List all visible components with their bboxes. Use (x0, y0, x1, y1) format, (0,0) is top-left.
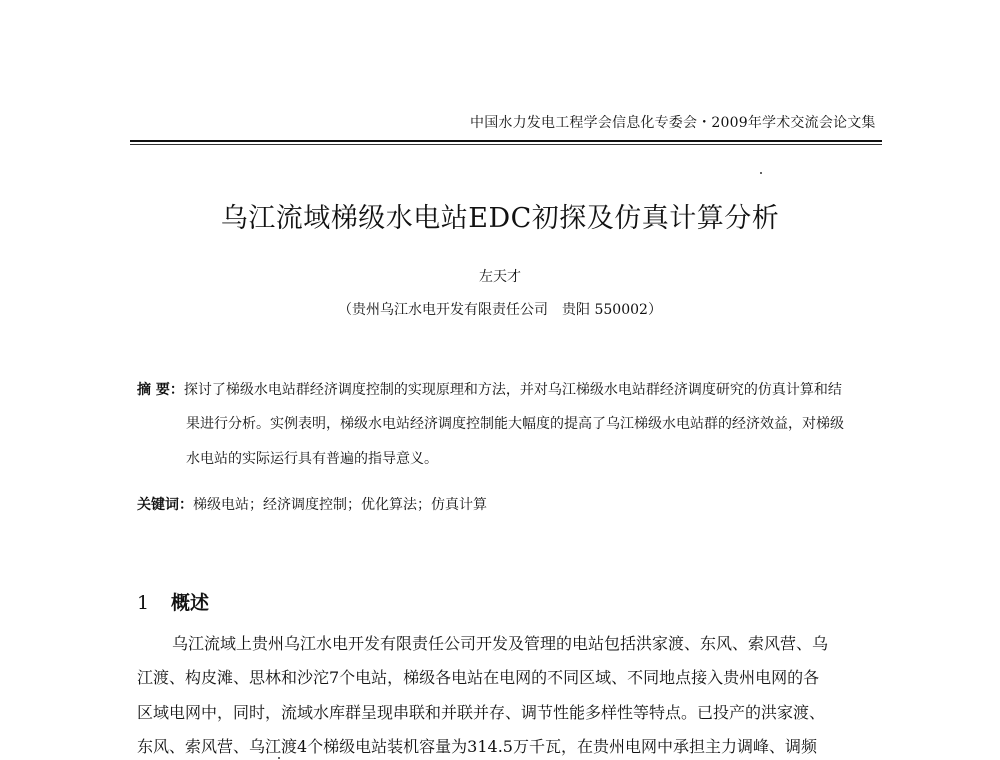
section-title: 概述 (171, 592, 210, 614)
section-number: 1 (137, 592, 150, 614)
scan-speck (760, 172, 762, 174)
abstract-line-2: 果进行分析。实例表明，梯级水电站经济调度控制能大幅度的提高了乌江梯级水电站群的经济效益，对梯级 (186, 416, 844, 432)
body-line-3: 区域电网中，同时，流域水库群呈现串联和并联并存、调节性能多样性等特点。已投产的洪家渡、 (137, 703, 826, 722)
header-rule (130, 140, 882, 142)
scan-speck (278, 757, 280, 759)
abstract-line-1 (137, 379, 842, 399)
section-heading (137, 588, 209, 615)
running-header: 中国水力发电工程学会信息化专委会・2009年学术交流会论文集 (470, 115, 876, 131)
abstract-label: 摘 要： (137, 382, 184, 398)
body-line-1: 乌江流域上贵州乌江水电开发有限责任公司开发及管理的电站包括洪家渡、东风、索风营、乌 (172, 634, 829, 653)
body-line-2: 江渡、构皮滩、思林和沙沱7个电站，梯级各电站在电网的不同区域、不同地点接入贵州电网的各 (137, 668, 820, 687)
keywords-label: 关键词： (137, 497, 193, 513)
abstract-text-1: 探讨了梯级水电站群经济调度控制的实现原理和方法，并对乌江梯级水电站群经济调度研究的仿真计算和结 (183, 382, 842, 398)
author-name: 左天才 (479, 269, 521, 285)
keywords-line (137, 494, 487, 514)
body-line-4: 东风、索风营、乌江渡4个梯级电站装机容量为314.5万千瓦，在贵州电网中承担主力调峰、调频 (137, 737, 817, 756)
keywords-text: 梯级电站；经济调度控制；优化算法；仿真计算 (193, 497, 487, 513)
abstract-line-3: 水电站的实际运行具有普遍的指导意义。 (186, 451, 438, 467)
author-affiliation: （贵州乌江水电开发有限责任公司 贵阳 550002） (338, 302, 662, 318)
header-rule-secondary (130, 144, 882, 145)
paper-title: 乌江流域梯级水电站EDC初探及仿真计算分析 (220, 203, 780, 234)
